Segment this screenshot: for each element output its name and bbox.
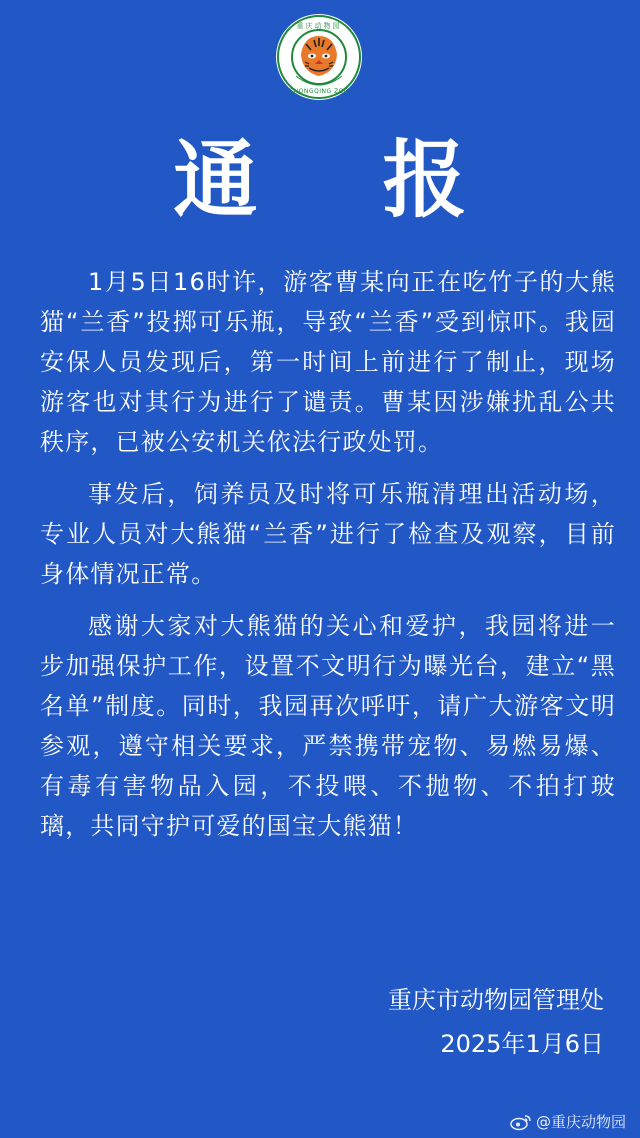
chongqing-zoo-logo: [276, 14, 362, 100]
page-title: 通 报: [173, 131, 515, 229]
signature-block: [388, 978, 604, 1066]
paragraph-incident: 1月5日16时许，游客曹某向正在吃竹子的大熊猫“兰香”投掷可乐瓶，导致“兰香”受到惊吓。我园安保人员发现后，第一时间上前进行了制止，现场游客也对其行为进行了谴责。曹某因涉嫌扰乱公共秩序，已被公安机关依法行政处罚。: [40, 268, 616, 456]
signature-org: 重庆市动物园管理处: [388, 986, 604, 1014]
svg-text:重庆动物园: 重庆动物园: [296, 22, 342, 30]
tiger-head-emblem-icon: [276, 14, 362, 100]
weibo-icon: [510, 1113, 532, 1131]
paragraph-aftermath: 事发后，饲养员及时将可乐瓶清理出活动场，专业人员对大熊猫“兰香”进行了检查及观察，目前身体情况正常。: [40, 480, 616, 588]
paragraph-appeal: 感谢大家对大熊猫的关心和爱护，我园将进一步加强保护工作，设置不文明行为曝光台，建立“黑名单”制度。同时，我园再次呼吁，请广大游客文明参观，遵守相关要求，严禁携带宠物、易燃易爆、有毒有害物品入园，不投喂、不抛物、不拍打玻璃，共同守护可爱的国宝大熊猫！: [40, 612, 616, 840]
signature-date: 2025年1月6日: [440, 1030, 604, 1058]
notice-body: [40, 262, 616, 858]
weibo-handle: @重庆动物园: [535, 1113, 626, 1131]
svg-text:CHONGQING ZOO: CHONGQING ZOO: [288, 88, 350, 95]
weibo-watermark: [510, 1111, 626, 1132]
